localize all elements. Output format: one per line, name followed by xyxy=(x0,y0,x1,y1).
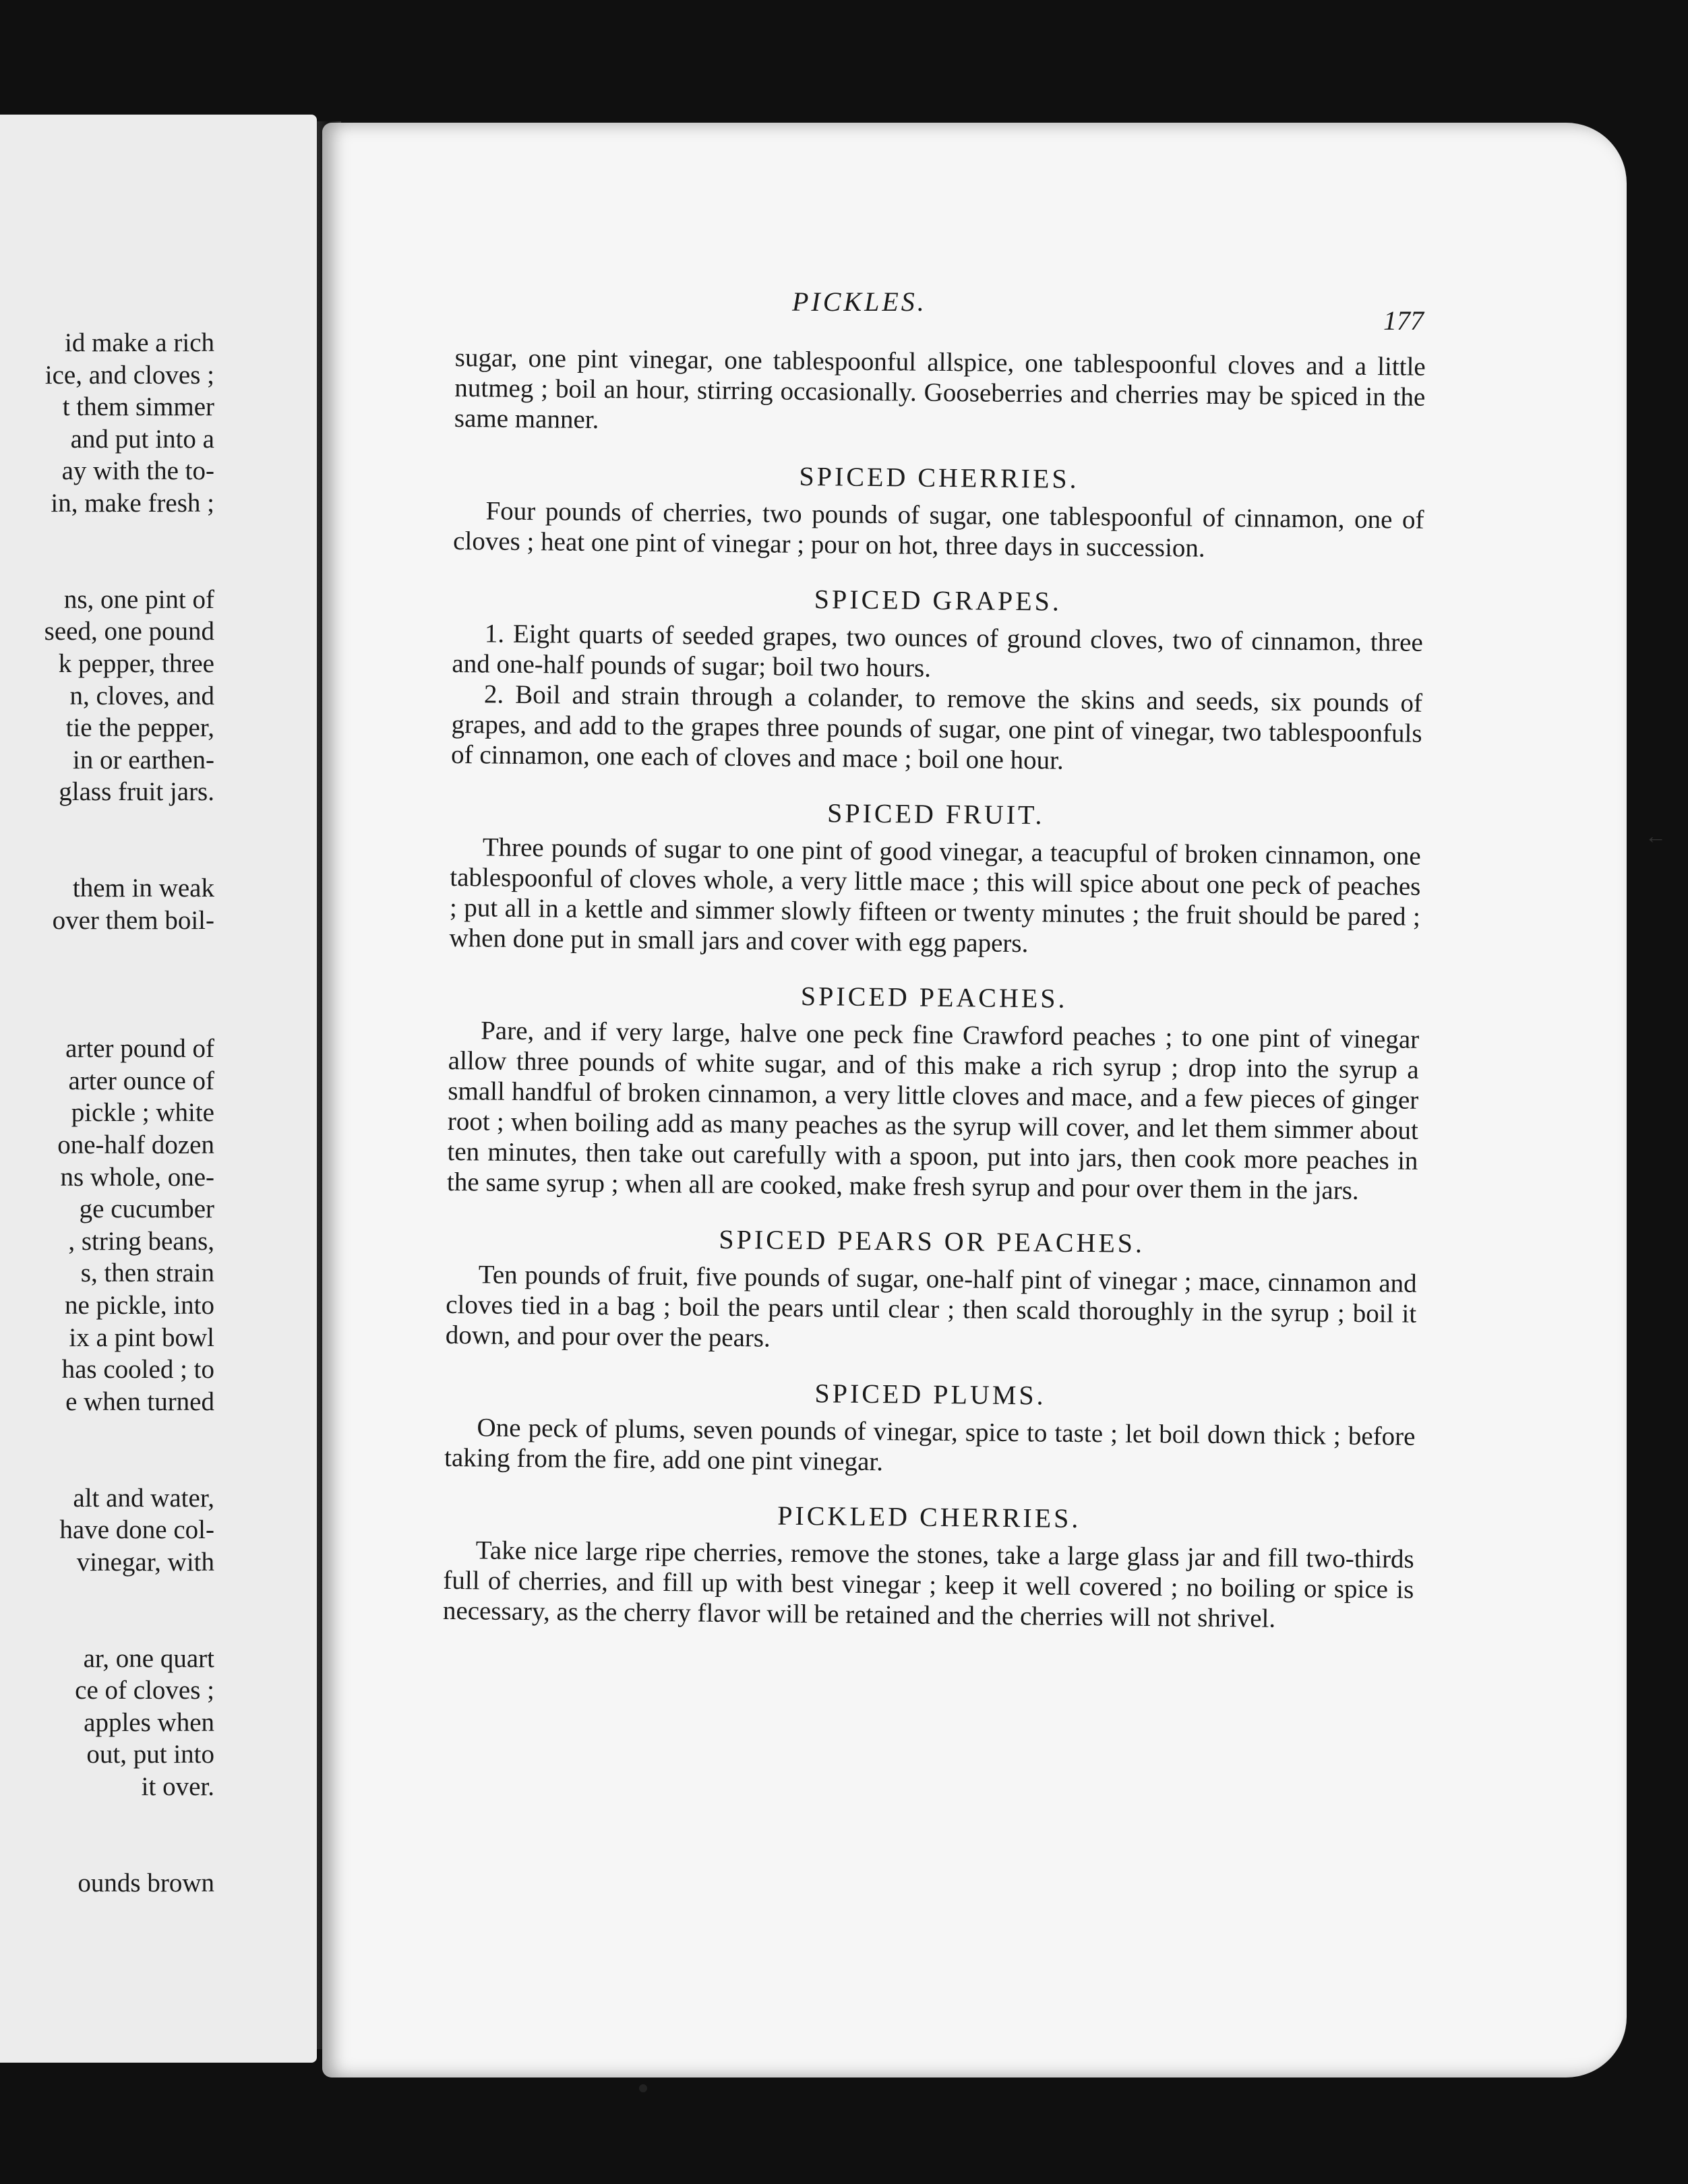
recipe-title: PICKLED CHERRIES. xyxy=(777,1500,1081,1534)
left-page-text-line: ge cucumber xyxy=(79,1194,214,1224)
recipe-paragraph: One peck of plums, seven pounds of vinegar, spice to taste ; let boil down thick ; before taking from the fire, add one pint vinegar. xyxy=(444,1413,1416,1477)
margin-arrow-mark: ← xyxy=(1645,824,1666,848)
left-page-text-line: n, cloves, and xyxy=(69,681,214,710)
left-page xyxy=(0,115,317,2063)
page-body xyxy=(443,342,1426,1635)
recipe-list xyxy=(443,458,1425,1635)
left-page-text-line: t them simmer xyxy=(62,392,214,422)
recipe-paragraph: 1. Eight quarts of seeded grapes, two ounces of ground cloves, two of cinnamon, three and one-half pounds of sugar; boil two hours. xyxy=(452,619,1423,683)
recipe-paragraph: Four pounds of cherries, two pounds of sugar, one tablespoonful of cinnamon, one of cloves ; heat one pint of vinegar ; pour on hot, three days in succession. xyxy=(452,496,1424,563)
recipe-title: SPICED FRUIT. xyxy=(826,797,1045,830)
left-page-text-line: ns whole, one- xyxy=(60,1162,214,1192)
recipe-paragraph: 2. Boil and strain through a colander, to remove the skins and seeds, six pounds of grapes, and add to the grapes three pounds of sugar, one pint of vinegar, two tablespoonfuls of cinnamon, one each of cloves and mace ; boil one hour. xyxy=(450,679,1423,775)
recipe-paragraph: Three pounds of sugar to one pint of good vinegar, a teacupful of broken cinnamon, one tablespoonful of cloves whole, a very little mace ; this will spice about one peck of peaches ; put all in a kettle and simmer slowly fifteen or twenty minutes ; the fruit should be pared ; when done put in small jars and cover with egg papers. xyxy=(449,832,1421,959)
left-page-text-line: ice, and cloves ; xyxy=(44,360,214,390)
left-page-text-line: ar, one quart xyxy=(83,1643,214,1673)
left-page-text-line: out, put into xyxy=(86,1740,214,1769)
left-page-text-line: s, then strain xyxy=(80,1258,214,1288)
left-page-text-line: e when turned xyxy=(65,1387,214,1416)
recipe-section xyxy=(446,1221,1418,1360)
left-page-text-line: ne pickle, into xyxy=(64,1291,214,1320)
intro-paragraph: sugar, one pint vinegar, one tablespoonful allspice, one tablespoonful cloves and a little nutmeg ; boil an hour, stirring occasionally. Gooseberries and cherries may be spiced in the same manner. xyxy=(454,342,1426,435)
left-page-text-line: ce of cloves ; xyxy=(75,1676,214,1705)
left-page-text-line: one-half dozen xyxy=(57,1130,214,1159)
left-page-text-line: it over. xyxy=(141,1772,214,1801)
left-page-text-line: them in weak xyxy=(72,874,214,903)
left-page-text-line: arter ounce of xyxy=(68,1066,214,1095)
left-page-text-line: pickle ; white xyxy=(71,1098,214,1128)
left-page-text-line: ix a pint bowl xyxy=(69,1323,214,1352)
recipe-title: SPICED PEARS OR PEACHES. xyxy=(719,1223,1145,1258)
recipe-title: SPICED GRAPES. xyxy=(814,584,1062,617)
left-page-text-line: over them boil- xyxy=(52,905,214,935)
left-page-text-line: , string beans, xyxy=(68,1226,214,1256)
left-page-text-line: have done col- xyxy=(59,1515,214,1545)
left-page-text-line: glass fruit jars. xyxy=(59,777,214,807)
recipe-paragraph: Ten pounds of fruit, five pounds of sugar, one-half pint of vinegar ; mace, cinnamon and cloves tied in a bag ; boil the pears until clear ; then scald thoroughly in the syrup ; boil it down, and pour over the pears. xyxy=(445,1260,1417,1353)
left-page-text-line: ounds brown xyxy=(78,1868,214,1898)
recipe-section xyxy=(447,977,1420,1207)
left-page-text-line: ns, one pint of xyxy=(63,584,214,614)
page-number: 177 xyxy=(1383,305,1424,336)
left-page-text-line: tie the pepper, xyxy=(65,713,214,743)
left-page-text-line: in, make fresh ; xyxy=(51,489,214,518)
left-page-text-line: ay with the to- xyxy=(61,456,214,486)
recipe-section xyxy=(453,458,1424,566)
page-header-title: PICKLES. xyxy=(792,286,927,317)
recipe-section xyxy=(443,1497,1415,1635)
left-page-text-line: has cooled ; to xyxy=(61,1355,214,1385)
left-page-text-line: arter pound of xyxy=(65,1034,214,1064)
left-page-text-line: vinegar, with xyxy=(76,1547,214,1577)
left-page-text-line: alt and water, xyxy=(73,1483,214,1513)
left-page-text-line: and put into a xyxy=(70,424,214,454)
page-speck xyxy=(639,2084,647,2092)
left-page-text-line: k pepper, three xyxy=(58,649,214,678)
recipe-section xyxy=(449,794,1421,963)
recipe-title: SPICED PLUMS. xyxy=(814,1378,1046,1411)
left-page-text-line: id make a rich xyxy=(65,328,214,357)
recipe-paragraph: Pare, and if very large, halve one peck fine Crawford peaches ; to one pint of vinegar allow three pounds of white sugar, and of this make a rich syrup ; drop into the syrup a small handful of broken cinnamon, a very little cloves and mace, and a few pieces of ginger root ; when boiling add as many peaches as the syrup will cover, and let them simmer about ten minutes, then take out carefully with a spoon, put into jars, then cook more peaches in the same syrup ; when all are cooked, make fresh syrup and pour over them in the jars. xyxy=(446,1016,1420,1205)
left-page-text-line: in or earthen- xyxy=(72,745,214,775)
left-page-text-line: apples when xyxy=(84,1707,214,1737)
left-page-text-line: seed, one pound xyxy=(44,617,214,646)
recipe-title: SPICED PEACHES. xyxy=(800,980,1068,1014)
recipe-paragraph: Take nice large ripe cherries, remove the stones, take a large glass jar and fill two-thirds full of cherries, and fill up with best vinegar ; keep it well covered ; no boiling or spice is necessary, as the cherry flavor will be retained and the cherries will not shrivel. xyxy=(442,1536,1414,1633)
recipe-section xyxy=(444,1374,1416,1482)
recipe-section xyxy=(451,580,1424,779)
recipe-title: SPICED CHERRIES. xyxy=(799,460,1079,494)
